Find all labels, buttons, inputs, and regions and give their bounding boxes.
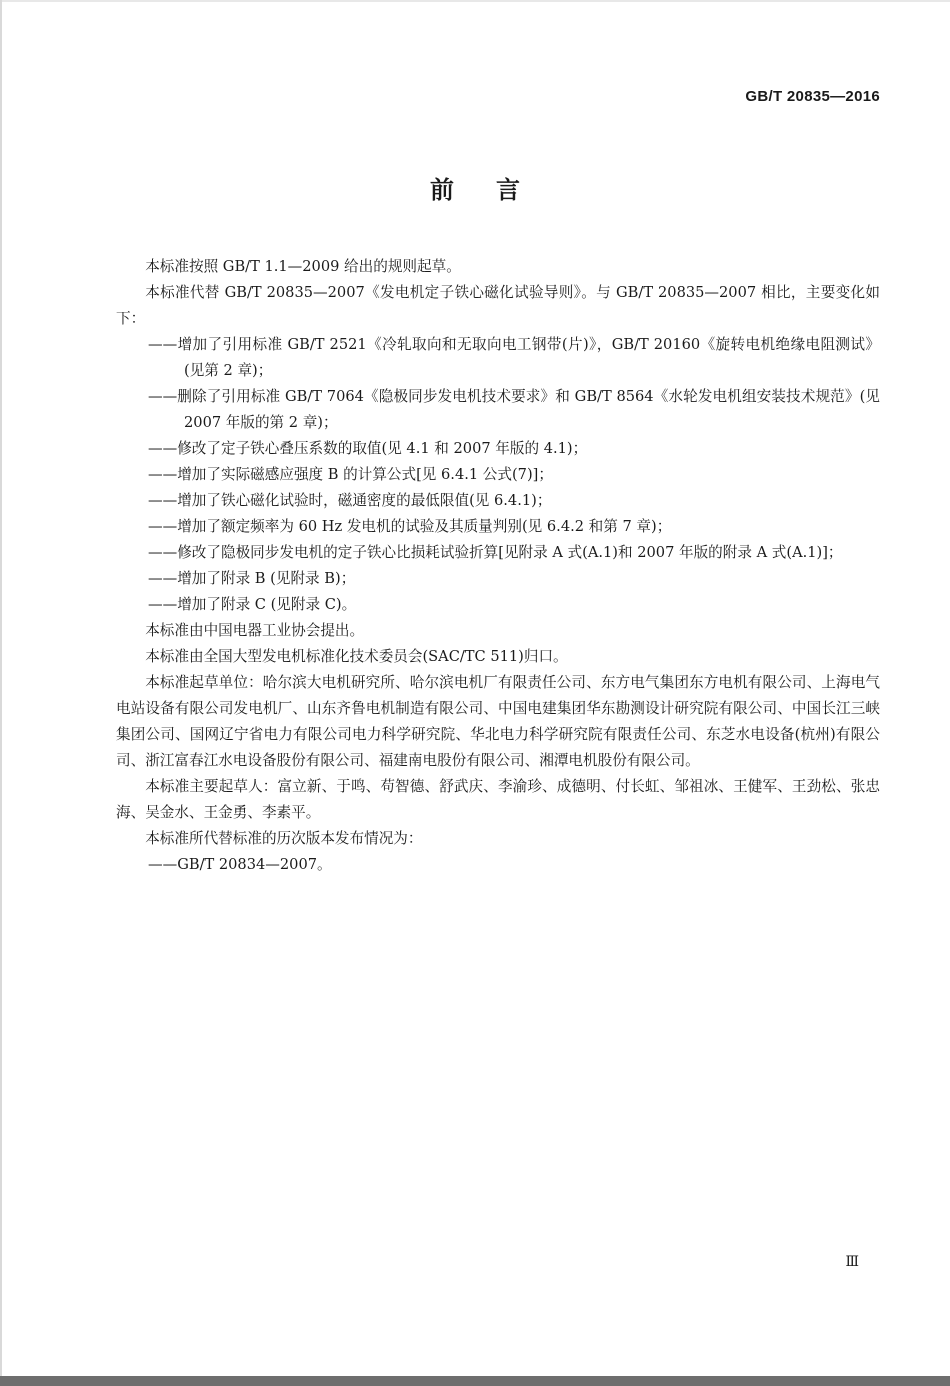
top-edge-line — [0, 0, 950, 2]
paragraph: 本标准所代替标准的历次版本发布情况为： — [145, 830, 423, 847]
list-item: ——增加了铁心磁化试验时，磁通密度的最低限值(见 6.4.1)； — [148, 492, 552, 509]
list-item: ——修改了隐极同步发电机的定子铁心比损耗试验折算[见附录 A 式(A.1)和 2007 年版的附录 A 式(A.1)]； — [148, 544, 843, 561]
list-item: ——增加了额定频率为 60 Hz 发电机的试验及其质量判别(见 6.4.2 和第 7 章)； — [148, 518, 672, 535]
paragraph: 本标准主要起草人：富立新、于鸣、苟智德、舒武庆、李渝珍、成德明、付长虹、邹祖冰、王健军、王劲松、张忠海、吴金水、王金勇、李素平。 — [116, 778, 880, 821]
paragraph: 本标准由全国大型发电机标准化技术委员会(SAC/TC 511)归口。 — [145, 648, 568, 665]
list-item: ——GB/T 20834—2007。 — [148, 856, 332, 873]
standard-code-header: GB/T 20835—2016 — [745, 88, 880, 105]
list-item: ——增加了实际磁感应强度 B 的计算公式[见 6.4.1 公式(7)]； — [148, 466, 553, 483]
viewer-bottom-bar — [0, 1376, 950, 1386]
paragraph: 本标准按照 GB/T 1.1—2009 给出的规则起草。 — [145, 258, 461, 275]
list-item: ——增加了附录 B (见附录 B)； — [148, 570, 356, 587]
foreword-body — [116, 254, 880, 878]
list-item: ——删除了引用标准 GB/T 7064《隐极同步发电机技术要求》和 GB/T 8564《水轮发电机组安装技术规范》(见 2007 年版的第 2 章)； — [148, 388, 880, 431]
list-item: ——增加了附录 C (见附录 C)。 — [148, 596, 357, 613]
paragraph: 本标准起草单位：哈尔滨大电机研究所、哈尔滨电机厂有限责任公司、东方电气集团东方电机有限公司、上海电气电站设备有限公司发电机厂、山东齐鲁电机制造有限公司、中国电建集团华东勘测设计研究院有限公司、中国长江三峡集团公司、国网辽宁省电力有限公司电力科学研究院、华北电力科学研究院有限责任公司、东芝水电设备(杭州)有限公司、浙江富春江水电设备股份有限公司、福建南电股份有限公司、湘潭电机股份有限公司。 — [116, 674, 880, 769]
page-number: Ⅲ — [845, 1254, 859, 1270]
page-title: 前言 — [430, 175, 562, 204]
list-item: ——增加了引用标准 GB/T 2521《冷轧取向和无取向电工钢带(片)》，GB/T 20160《旋转电机绝缘电阻测试》(见第 2 章)； — [148, 336, 880, 379]
paragraph: 本标准代替 GB/T 20835—2007《发电机定子铁心磁化试验导则》。与 GB/T 20835—2007 相比，主要变化如下： — [116, 284, 880, 327]
list-item: ——修改了定子铁心叠压系数的取值(见 4.1 和 2007 年版的 4.1)； — [148, 440, 588, 457]
paragraph: 本标准由中国电器工业协会提出。 — [145, 622, 365, 639]
